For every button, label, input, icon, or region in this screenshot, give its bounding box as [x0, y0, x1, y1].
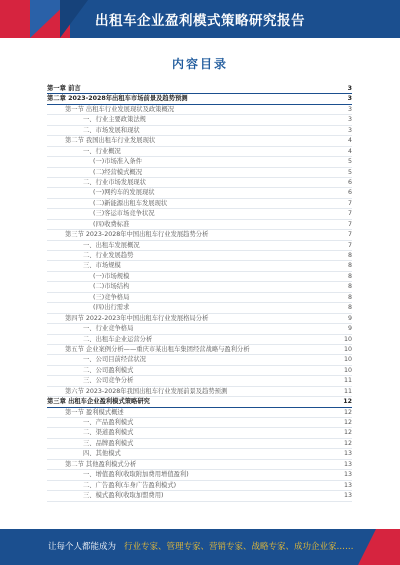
toc-entry-title: 第二节 我国出租车行业发展现状 [65, 137, 156, 145]
toc-entry[interactable] [47, 481, 352, 491]
toc-entry-page: 13 [343, 450, 352, 458]
toc-entry[interactable] [47, 126, 352, 136]
toc-entry-title: 第一节 出租车行业发展现状及政策概况 [65, 105, 175, 113]
toc-entry-title: 三、公司竞争分析 [83, 377, 134, 385]
toc-entry-page: 12 [343, 429, 352, 437]
toc-entry-page: 8 [347, 293, 352, 301]
toc-entry-title: (一)市场准入条件 [93, 158, 142, 166]
toc-entry-page: 3 [347, 105, 352, 113]
toc-entry-title: 二、公司盈利模式 [83, 366, 134, 374]
toc-entry-page: 3 [347, 126, 352, 134]
toc-entry-page: 13 [343, 460, 352, 468]
toc-entry-page: 7 [347, 241, 352, 249]
toc-entry-title: (四)出行需求 [93, 304, 130, 312]
toc-entry[interactable] [47, 314, 352, 324]
toc-entry[interactable] [47, 439, 352, 449]
toc-entry-title: (四)收费标准 [93, 220, 130, 228]
footer-slogan-lead: 让每个人都能成为 [48, 542, 117, 552]
toc-entry-page: 13 [343, 481, 352, 489]
toc-entry-title: (二)新能源出租车发展现状 [93, 199, 168, 207]
toc-heading: 内容目录 [171, 57, 228, 71]
toc-entry-title: 三、品牌盈利模式 [83, 439, 134, 447]
toc-entry[interactable] [47, 199, 352, 209]
toc-entry-page: 8 [347, 304, 352, 312]
toc-entry-title: 四、其他模式 [83, 450, 121, 458]
toc-entry[interactable] [47, 136, 352, 146]
toc-entry-title: 第二节 其他盈利模式分析 [65, 460, 137, 468]
toc-entry-title: (一)市场规模 [93, 272, 130, 280]
toc-entry[interactable] [47, 230, 352, 240]
toc-entry-page: 6 [347, 178, 352, 186]
toc-entry-page: 8 [347, 252, 352, 259]
toc-entry-title: (三)竞争格局 [93, 293, 130, 301]
toc-entry-page: 3 [347, 95, 352, 103]
toc-entry-title: 二、行业市场发展现状 [83, 178, 146, 186]
toc-entry-title: 一、行业主要政策法规 [83, 116, 146, 124]
toc-entry[interactable] [47, 397, 352, 407]
toc-entry-title: 一、行业概况 [83, 147, 121, 155]
toc-entry-page: 11 [343, 387, 352, 395]
toc-entry[interactable] [47, 376, 352, 386]
toc-entry-title: 第三节 2023-2028年中国出租车行业发展趋势分析 [65, 231, 209, 239]
toc-entry[interactable] [47, 408, 352, 418]
toc-entry-title: (二)经营模式概况 [93, 168, 142, 176]
toc-entry-page: 10 [343, 366, 352, 374]
toc-entry[interactable] [47, 355, 352, 365]
toc-entry-page: 12 [343, 439, 352, 447]
toc-entry-page: 6 [347, 189, 352, 197]
toc-entry-title: (三)客运市场竞争状况 [93, 210, 155, 218]
toc-entry[interactable] [47, 345, 352, 355]
toc-entry-page: 11 [343, 377, 352, 385]
toc-entry-page: 13 [343, 471, 352, 479]
toc-entry-title: 二、渠道盈利模式 [83, 429, 134, 437]
toc-entry[interactable] [47, 282, 352, 292]
toc-entry[interactable] [47, 387, 352, 397]
toc-entry[interactable] [47, 460, 352, 470]
toc-entry[interactable] [47, 251, 352, 261]
toc-entry[interactable] [47, 470, 352, 480]
toc-entry[interactable] [47, 272, 352, 282]
toc-entry[interactable] [47, 220, 352, 230]
footer-slogan [48, 540, 354, 552]
toc-entry-page: 12 [343, 398, 352, 406]
toc-entry[interactable] [47, 157, 352, 167]
toc-entry-page: 10 [343, 356, 352, 364]
toc-entry[interactable] [47, 491, 352, 501]
toc-entry-page: 8 [347, 262, 352, 270]
toc-entry-page: 10 [343, 335, 352, 343]
toc-entry[interactable] [47, 303, 352, 313]
toc-entry-page: 7 [347, 231, 352, 239]
toc-entry-title: 第六节 2023-2028年我国出租车行业发展前景及趋势预测 [65, 387, 228, 395]
toc-entry-title: (一)网约车的发展现状 [93, 189, 155, 197]
toc-entry[interactable] [47, 168, 352, 178]
toc-entry-page: 3 [347, 116, 352, 124]
toc-entry[interactable] [47, 94, 352, 104]
toc-entry-page: 4 [347, 137, 352, 145]
toc-entry[interactable] [47, 105, 352, 115]
footer-red-block [376, 529, 400, 565]
toc-entry[interactable] [47, 366, 352, 376]
toc-entry-page: 9 [347, 325, 352, 333]
toc-entry[interactable] [47, 147, 352, 157]
toc-entry-page: 8 [347, 283, 352, 291]
toc-entry-title: 二、行业发展趋势 [83, 252, 134, 259]
toc-entry-page: 8 [347, 272, 352, 280]
toc-entry-page: 10 [343, 345, 352, 353]
toc-entry[interactable] [47, 115, 352, 125]
toc-entry-page: 12 [343, 408, 352, 416]
toc-entry-page: 3 [347, 85, 352, 92]
toc-entry-page: 7 [347, 220, 352, 228]
toc-entry-title: 三、市场规模 [83, 262, 121, 270]
toc-entry-title: 第四节 2022-2023年中国出租车行业发展格局分析 [65, 314, 209, 322]
toc-entry[interactable] [47, 324, 352, 334]
toc-entry-title: 二、市场发展和现状 [83, 126, 140, 134]
toc-entry-title: 第一章 前言 [47, 85, 81, 92]
toc-entry-title: 三、模式盈利(收取加盟费用) [83, 492, 164, 500]
toc-entry-title: 二、出租车企业运营分析 [83, 335, 153, 343]
toc-entry-page: 5 [347, 168, 352, 176]
toc-entry[interactable] [47, 418, 352, 428]
toc-entry[interactable] [47, 209, 352, 219]
toc-entry-page: 9 [347, 314, 352, 322]
toc-entry-title: 一、出租车发展概况 [83, 241, 140, 249]
toc-entry-title: 第三章 出租车企业盈利模式策略研究 [47, 398, 150, 406]
footer-red-wedge [358, 529, 376, 565]
page-header [0, 0, 400, 38]
toc-entry-title: 二、广告盈利(车身广告盈利模式) [83, 481, 177, 489]
toc-entry-title: 一、行业竞争格局 [83, 325, 134, 333]
toc-entry[interactable] [47, 261, 352, 271]
toc-entry-title: 一、增值盈利(收取附加费用增值盈利) [83, 471, 189, 479]
toc-entry[interactable] [47, 293, 352, 303]
toc-entry-title: 第二章 2023-2028年出租车市场前景及趋势预测 [47, 95, 188, 103]
toc-entry-page: 7 [347, 199, 352, 207]
toc-entry-page: 5 [347, 158, 352, 166]
toc-entry[interactable] [47, 428, 352, 438]
toc-entry[interactable] [47, 241, 352, 251]
toc-entry-page: 12 [343, 419, 352, 426]
footer-slogan-roles: 行业专家、管理专家、营销专家、战略专家、成功企业家…… [124, 542, 354, 552]
toc-entry-title: 第一节 盈利模式概述 [65, 408, 124, 416]
table-of-contents [47, 84, 352, 502]
toc-entry-title: 一、产品盈利模式 [83, 419, 134, 426]
toc-entry-title: 一、公司目前经营状况 [83, 356, 146, 364]
toc-entry-title: (二)市场结构 [93, 283, 130, 291]
toc-entry-title: 第五节 企业案例分析——重庆市某出租车集团经营战略与盈利分析 [65, 345, 250, 353]
toc-entry[interactable] [47, 335, 352, 345]
toc-entry[interactable] [47, 449, 352, 459]
toc-entry[interactable] [47, 84, 352, 94]
report-title: 出租车企业盈利模式策略研究报告 [95, 13, 305, 29]
page-footer [0, 529, 400, 565]
toc-entry-page: 7 [347, 210, 352, 218]
toc-entry-page: 13 [343, 492, 352, 500]
toc-entry[interactable] [47, 188, 352, 198]
toc-entry-page: 4 [347, 147, 352, 155]
toc-entry[interactable] [47, 178, 352, 188]
